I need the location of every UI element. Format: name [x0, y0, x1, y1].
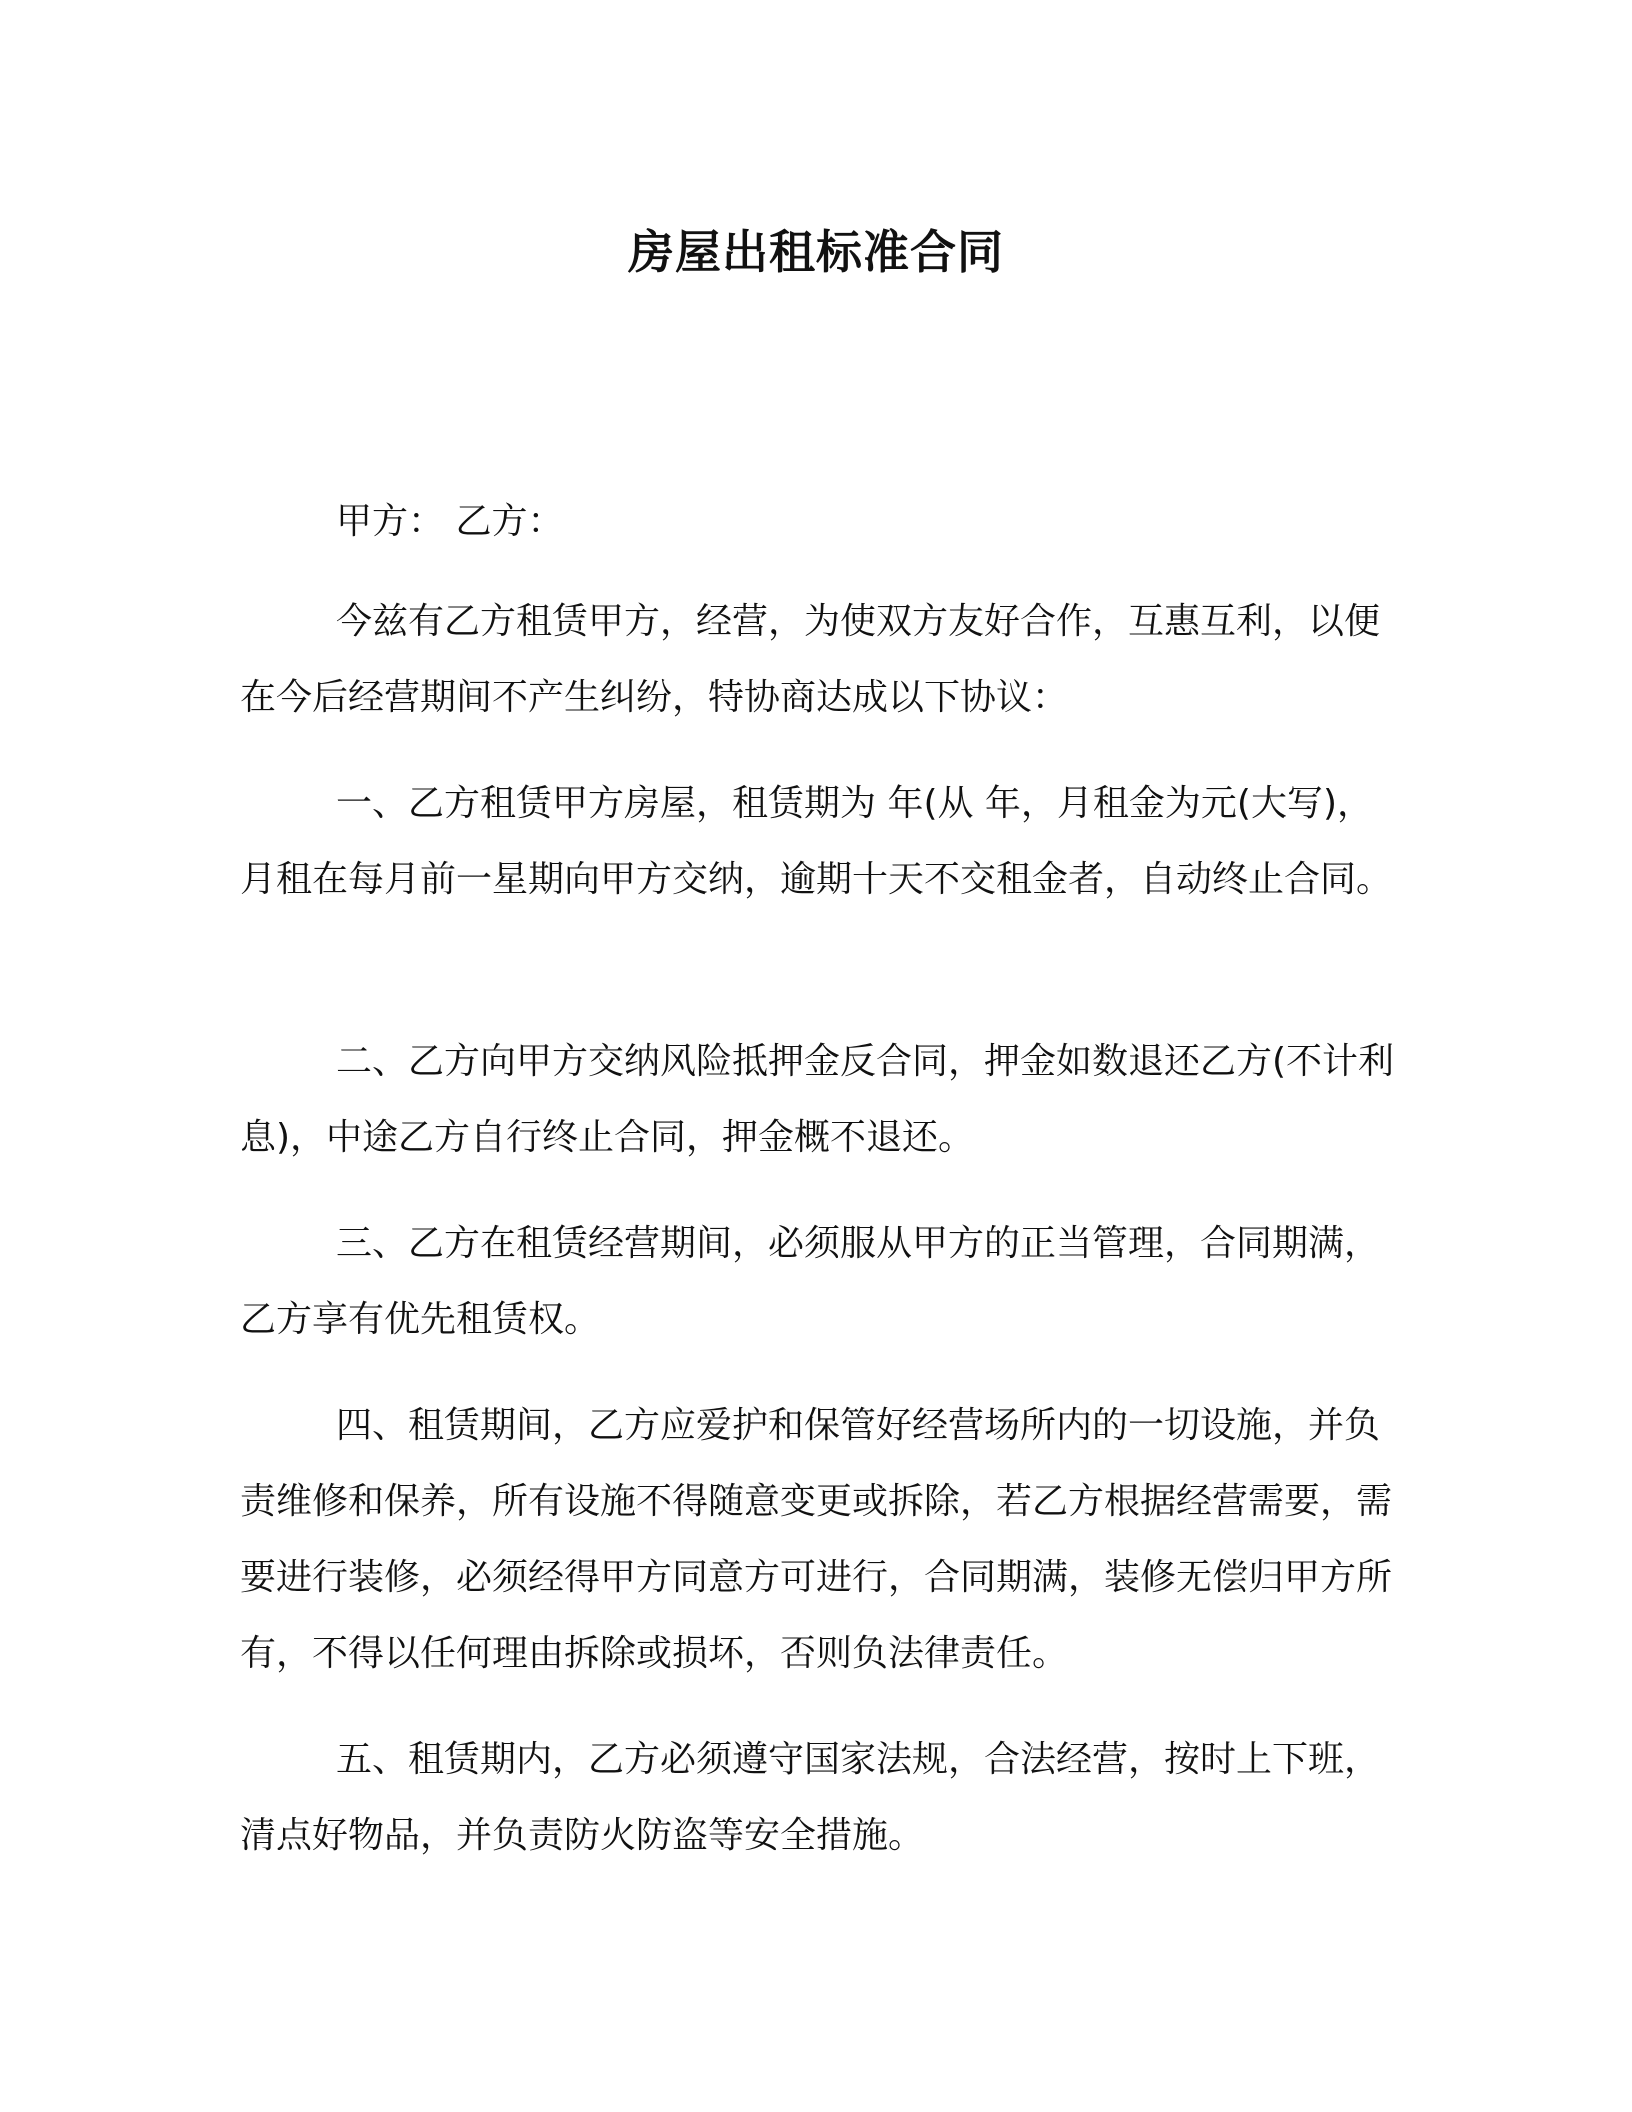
intro-paragraph: 今兹有乙方租赁甲方，经营，为使双方友好合作，互惠互利，以便在今后经营期间不产生纠纷，特协商达成以下协议：	[240, 601, 1381, 718]
clause-1: 一、乙方租赁甲方房屋，租赁期为 年(从 年，月租金为元(大写)，月租在每月前一星期向甲方交纳，逾期十天不交租金者，自动终止合同。	[240, 783, 1393, 900]
clause-3: 三、乙方在租赁经营期间，必须服从甲方的正当管理，合同期满，乙方享有优先租赁权。	[240, 1223, 1381, 1340]
clause-4: 四、租赁期间，乙方应爱护和保管好经营场所内的一切设施，并负责维修和保养，所有设施不得随意变更或拆除，若乙方根据经营需要，需要进行装修，必须经得甲方同意方可进行，合同期满，装修无偿归甲方所有，不得以任何理由拆除或损坏，否则负法律责任。	[240, 1405, 1393, 1674]
parties-line: 甲方： 乙方：	[336, 501, 564, 542]
document-title: 房屋出租标准合同	[628, 225, 1004, 279]
clause-5: 五、租赁期内，乙方必须遵守国家法规，合法经营，按时上下班，清点好物品，并负责防火防盗等安全措施。	[240, 1739, 1381, 1856]
clause-2: 二、乙方向甲方交纳风险抵押金反合同，押金如数退还乙方(不计利息)，中途乙方自行终止合同，押金概不退还。	[240, 1041, 1395, 1158]
